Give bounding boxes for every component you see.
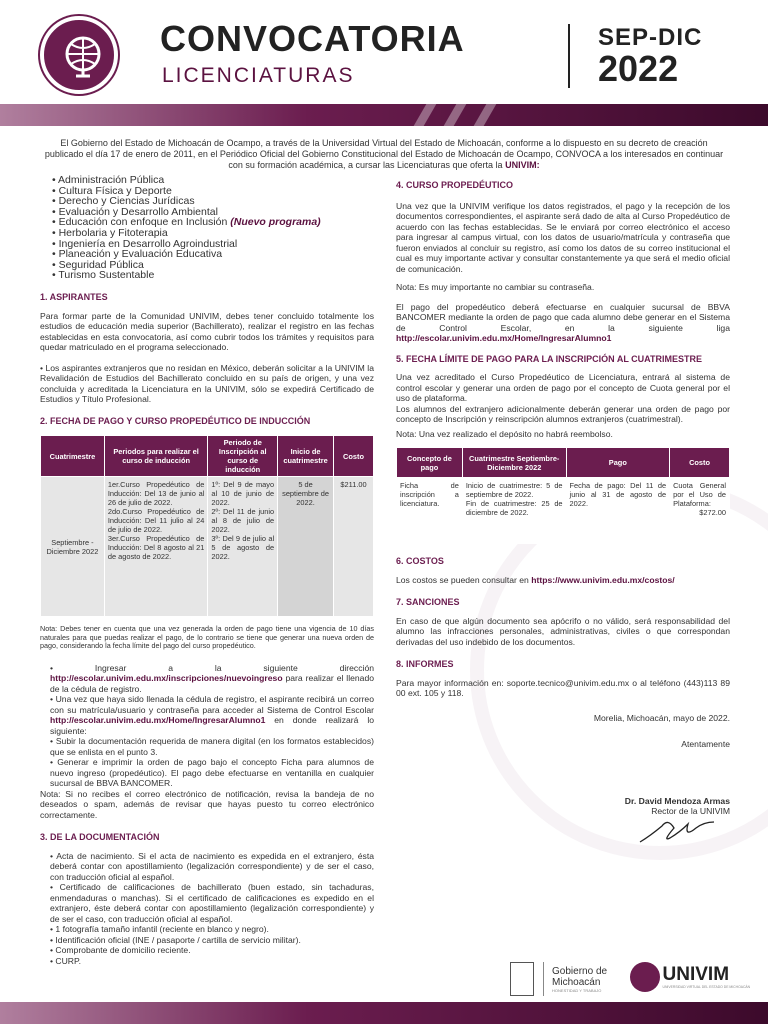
gob-logo (510, 962, 612, 996)
section-title: 8. INFORMES (396, 659, 454, 669)
table-cell: $211.00 (334, 477, 374, 617)
table-header: Cuatrimestre Septiembre-Diciembre 2022 (462, 448, 566, 478)
control-escolar-link[interactable]: http://escolar.univim.edu.mx/Home/IngresarAlumno1 (50, 715, 266, 726)
signature-icon (638, 812, 718, 857)
place-date: Morelia, Michoacán, mayo de 2022. (593, 712, 730, 723)
year-label: 2022 (598, 48, 679, 89)
section-text: Una vez que la UNIVIM verifique los datos registrados, el pago y la recepción de los documentos correspondientes, el aspirante será dado de alta al Curso Propedéutico de acuerdo con las fechas establecidas. Se le enviará por correo electrónico el acceso para ingresar al campus virtual, con los datos de usuario/matrícula y contraseña que fueron enviados al concluir su registro, así como los datos de su correo institucional el cual es muy importante activar y consultar constantemente ya que será el medio oficial de comunicación. (396, 200, 730, 274)
payment-link[interactable]: http://escolar.univim.edu.mx/Home/IngresarAlumno1 (396, 333, 612, 343)
shield-icon (510, 962, 534, 996)
table-cell: 1º: Del 9 de mayo al 10 de junio de 2022. 2º: Del 11 de junio al 8 de julio de 2022. 3º: Del 9 de julio al 5 de agosto de 2022. (208, 477, 278, 617)
step-text: para realizar el llenado de la cédula de registro. (50, 673, 375, 694)
step-text: • Una vez que haya sido llenada la cédula de registro, el aspirante recibirá un correo con su matrícula/usuario y contraseña para acceder al Sistema de Control Escolar (50, 694, 374, 715)
list-item: • Ingeniería en Desarrollo Agroindustrial (52, 237, 238, 250)
section-text: Los costos se pueden consultar en (396, 574, 529, 585)
section-text: El pago del propedéutico deberá efectuarse en cualquier sucursal de BBVA BANCOMER mediante la orden de pago que cada alumno debe generar en el Sistema de Control Escolar, en la siguiente liga (396, 301, 730, 333)
header (0, 0, 768, 100)
intro-paragraph: El Gobierno del Estado de Michoacán de Ocampo, a través de la Universidad Virtual del Estado de Michoacán, conforme a lo dispuesto en su decreto de creación publicado el día 17 de enero de 2011, en el Periódico Oficial del Gobierno Constitucional del Estado de Michoacán de Ocampo, CONVOCA a los interesados en continuar con su formación académica, a cursar las Licenciaturas que oferta la UNIVIM: (44, 138, 724, 170)
gob-slogan: HONESTIDAD Y TRABAJO (552, 987, 602, 993)
section-title: 1. ASPIRANTES (40, 292, 108, 302)
list-item: • 1 fotografía tamaño infantil (reciente en blanco y negro). (50, 924, 269, 935)
section-title: 4. CURSO PROPEDÉUTICO (396, 180, 514, 190)
section-text: Para formar parte de la Comunidad UNIVIM, debes tener concluido totalmente los estudios de educación media superior (Bachillerato), realizar el registro en las fechas establecidas en esta convocatoria, así como cubrir todos los trámites y requisitos para quedar matriculado en el programa seleccionado. (40, 310, 374, 352)
costs-link[interactable]: https://www.univim.edu.mx/costos/ (531, 574, 675, 585)
list-item: • Evaluación y Desarrollo Ambiental (52, 205, 218, 218)
globe-icon (630, 962, 660, 992)
section-text: Para mayor información en: soporte.tecnico@univim.edu.mx o al teléfono (443)113 89 00 ext. 105 y 118. (396, 677, 730, 698)
decor-band-bottom (0, 1002, 768, 1024)
globe-logo-icon (40, 16, 118, 94)
decor-band-top (0, 104, 768, 126)
table-header: Cuatrimestre (41, 436, 105, 477)
table-header: Costo (670, 448, 730, 478)
list-item: • Derecho y Ciencias Jurídicas (52, 195, 195, 208)
table-cell: 1er.Curso Propedéutico de Inducción: Del 13 de junio al 26 de julio de 2022. 2do.Curso Propedéutico de Inducción: Del 11 julio al 24 de julio de 2022. 3er.Curso Propedéutico de Inducción: Del 8 agosto al 21 de agosto de 2022. (104, 477, 207, 617)
list-item: • Acta de nacimiento. Si el acta de nacimiento es expedida en el extranjero, ésta deberá contar con apostillamiento (legalización correspondiente) y de ser el caso, con traducción oficial al español. (50, 850, 374, 882)
table-cell: Fecha de pago: Del 11 de junio al 31 de agosto de 2022. (566, 478, 670, 544)
list-item: • Planeación y Evaluación Educativa (52, 248, 223, 261)
step-text: • Generar e imprimir la orden de pago bajo el concepto Ficha para alumnos de nuevo ingreso (propedéutico). El pago debe efectuarse en ventanilla en cualquier sucursal de BBVA BANCOMER. (50, 757, 374, 789)
list-item: • Certificado de calificaciones de bachillerato (buen estado, sin tachaduras, enmendaduras o manchas). Si el certificado de calificaciones es expedido en el extranjero, éste deberá contar con apostillamiento (legalización correspondiente) y de ser el caso, con traducción oficial al español. (50, 882, 374, 924)
univim-subtitle: UNIVERSIDAD VIRTUAL DEL ESTADO DE MICHOACÁN (662, 985, 751, 989)
table-cell: 5 de septiembre de 2022. (278, 477, 334, 617)
list-item: • Educación con enfoque en Inclusión (Nuevo programa) (52, 216, 321, 229)
table-cell: Septiembre - Diciembre 2022 (41, 477, 105, 617)
list-item: • Seguridad Pública (52, 258, 144, 271)
step-text: • Ingresar a la siguiente dirección (50, 662, 374, 673)
table-header: Costo (334, 436, 374, 477)
table-header: Periodo de Inscripción al curso de inducción (208, 436, 278, 477)
univim-logo (630, 962, 750, 992)
section-text: En caso de que algún documento sea apócrifo o no válido, será responsabilidad del alumno las infracciones personales, administrativas, civiles o que correspondan derivadas del uso indebido de los documentos. (396, 615, 730, 647)
list-item: • Administración Pública (52, 174, 165, 186)
table-header: Periodos para realizar el curso de inducción (104, 436, 207, 477)
page-subtitle: LICENCIATURAS (162, 64, 355, 87)
section-title: 6. COSTOS (396, 556, 444, 566)
section-text: Los alumnos del extranjero adicionalmente deberán generar una orden de pago por concepto de Inscripción y reinscripción alumnos extranjeros (cuatrimestral). (396, 403, 730, 424)
list-item: • Herbolaria y Fitoterapia (52, 226, 168, 239)
registration-link[interactable]: http://escolar.univim.edu.mx/inscripciones/nuevoingreso (50, 673, 283, 684)
note-text: Nota: Una vez realizado el depósito no habrá reembolso. (396, 428, 613, 439)
step-text: • Subir la documentación requerida de manera digital (en los formatos establecidos) que se enlista en el punto 3. (50, 736, 374, 757)
section-title: 3. DE LA DOCUMENTACIÓN (40, 832, 160, 843)
section-title: 7. SANCIONES (396, 597, 460, 607)
list-item: • Cultura Física y Deporte (52, 184, 172, 197)
note-text: Nota: Debes tener en cuenta que una vez generada la orden de pago tiene una vigencia de 10 días naturales para que puedas realizar el pago, de lo contrario se tiene que generar una nueva orden de pago, considerando la fecha límite del pago del curso propedéutico. (40, 624, 374, 651)
univim-name: UNIVIM (662, 964, 730, 985)
left-column (40, 292, 374, 966)
closing-text: Atentamente (681, 739, 730, 749)
period-label: SEP-DIC (598, 24, 703, 51)
note-text: Nota: Si no recibes el correo electrónico de notificación, revisa la bandeja de no deseados o spam, además de revisar que hayas puesto tu correo electrónico correctamente. (40, 788, 374, 820)
list-item: • Turismo Sustentable (52, 269, 155, 282)
right-column (396, 180, 730, 817)
list-item: • Identificación oficial (INE / pasaporte / cartilla de servicio militar). (50, 934, 301, 945)
list-item: • CURP. (50, 955, 82, 966)
table-cell: Inicio de cuatrimestre: 5 de septiembre de 2022. Fin de cuatrimestre: 25 de diciembre de 2022. (462, 478, 566, 544)
page-title: CONVOCATORIA (160, 18, 465, 59)
list-item: • Comprobante de domicilio reciente. (50, 945, 191, 956)
gob-name: Gobierno de Michoacán (552, 965, 608, 988)
table-header: Pago (566, 448, 670, 478)
note-text: Nota: Es muy importante no cambiar su contraseña. (396, 282, 595, 292)
section-text: • Los aspirantes extranjeros que no residan en México, deberán solicitar a la UNIVIM la Revalidación de Estudios del Bachillerato concluido en su país de origen, y una vez concluida y acreditada la Licenciatura en la UNIVIM, sólo se expedirá Certificado de Estudios y Título Profesional. (40, 362, 374, 404)
section-title: 2. FECHA DE PAGO Y CURSO PROPEDÉUTICO DE INDUCCIÓN (40, 415, 311, 426)
payment-table (396, 447, 730, 544)
table-header: Inicio de cuatrimestre (278, 436, 334, 477)
table-cell: Cuota General por el Uso de Plataforma: (673, 481, 726, 508)
section-title: 5. FECHA LÍMITE DE PAGO PARA LA INSCRIPCIÓN AL CUATRIMESTRE (396, 353, 703, 364)
table-cell: Ficha de inscripción a licenciatura. (397, 478, 463, 544)
table-cell: $272.00 (699, 508, 726, 517)
divider (568, 24, 570, 88)
table-header: Concepto de pago (397, 448, 463, 478)
induction-table (40, 435, 374, 617)
program-list (52, 175, 321, 281)
step-text: en donde realizará lo siguiente: (50, 715, 375, 736)
signer-role: Rector de la UNIVIM (651, 806, 730, 816)
signer-name: Dr. David Mendoza Armas (624, 795, 730, 806)
section-text: Una vez acreditado el Curso Propedéutico de Licenciatura, entrará al sistema de control escolar y generar una orden de pago por el concepto de Cuota general por el uso de plataforma. (396, 372, 730, 403)
